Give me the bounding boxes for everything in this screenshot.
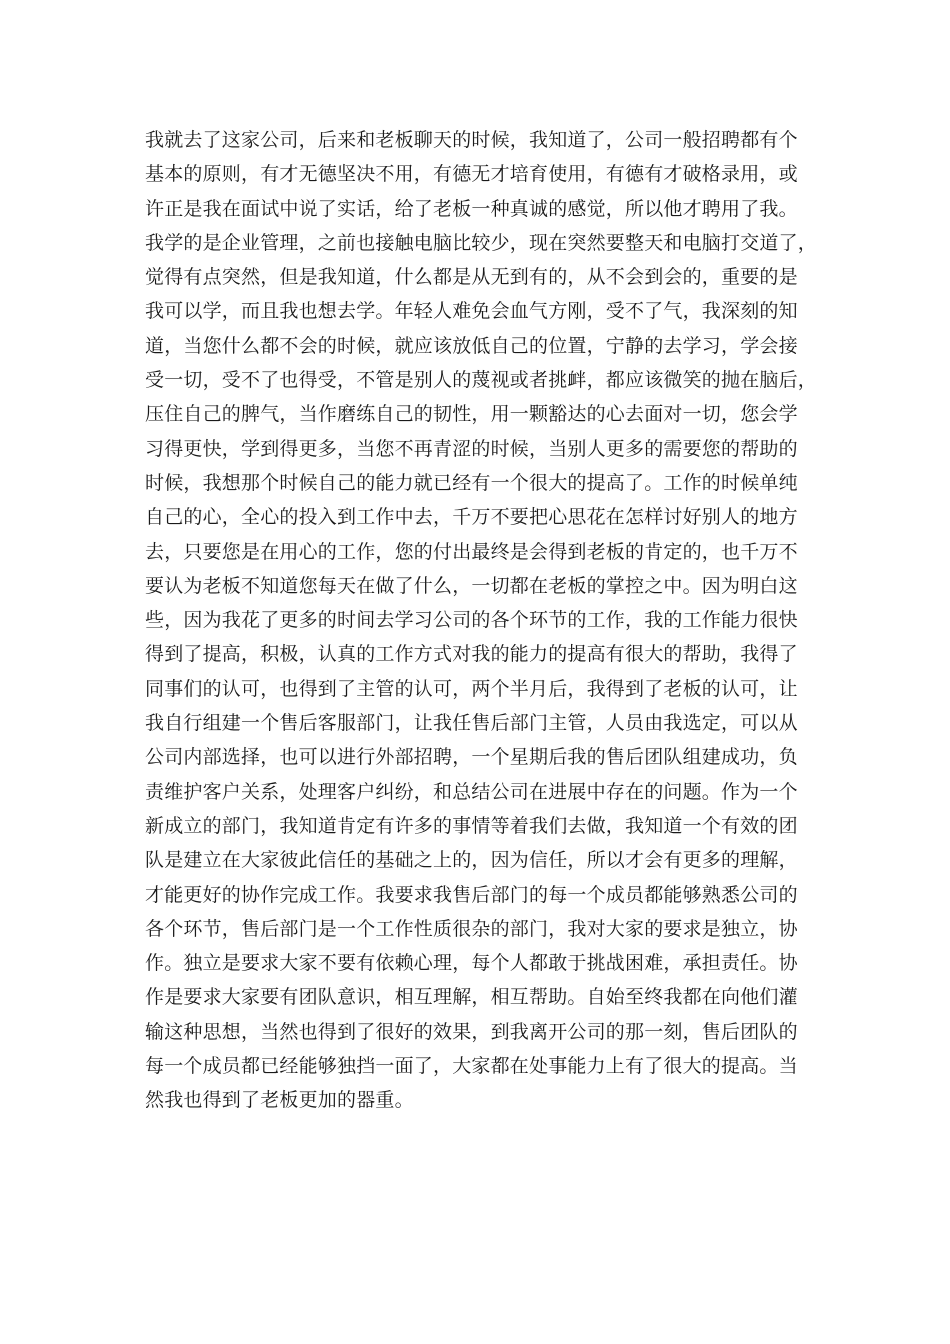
text-line: 受一切，受不了也得受，不管是别人的蔑视或者挑衅，都应该微笑的抛在脑后， [145, 369, 818, 392]
text-line: 作。独立是要求大家不要有依赖心理，每个人都敢于挑战困难，承担责任。协 [145, 952, 798, 975]
text-line: 要认为老板不知道您每天在做了什么，一切都在老板的掌控之中。因为明白这 [145, 574, 798, 597]
text-line: 公司内部选择，也可以进行外部招聘，一个星期后我的售后团队组建成功，负 [145, 746, 798, 769]
text-line: 输这种思想，当然也得到了很好的效果，到我离开公司的那一刻，售后团队的 [145, 1020, 798, 1043]
text-line: 压住自己的脾气，当作磨练自己的韧性，用一颗豁达的心去面对一切，您会学 [145, 403, 798, 426]
text-line: 去，只要您是在用心的工作，您的付出最终是会得到老板的肯定的，也千万不 [145, 540, 798, 563]
text-line: 许正是我在面试中说了实话，给了老板一种真诚的感觉，所以他才聘用了我。 [145, 197, 798, 220]
text-line: 基本的原则，有才无德坚决不用，有德无才培育使用，有德有才破格录用，或 [145, 163, 798, 186]
text-line: 然我也得到了老板更加的器重。 [145, 1089, 414, 1112]
body-paragraph [145, 123, 818, 1118]
text-line: 我学的是企业管理，之前也接触电脑比较少，现在突然要整天和电脑打交道了， [145, 231, 818, 254]
text-line: 得到了提高，积极，认真的工作方式对我的能力的提高有很大的帮助，我得了 [145, 643, 798, 666]
text-line: 些，因为我花了更多的时间去学习公司的各个环节的工作，我的工作能力很快 [145, 609, 798, 632]
text-line: 我可以学，而且我也想去学。年轻人难免会血气方刚，受不了气，我深刻的知 [145, 300, 798, 323]
text-line: 觉得有点突然，但是我知道，什么都是从无到有的，从不会到会的，重要的是 [145, 266, 798, 289]
text-line: 作是要求大家要有团队意识，相互理解，相互帮助。自始至终我都在向他们灌 [145, 986, 798, 1009]
text-line: 道，当您什么都不会的时候，就应该放低自己的位置，宁静的去学习，学会接 [145, 334, 798, 357]
text-line: 时候，我想那个时候自己的能力就已经有一个很大的提高了。工作的时候单纯 [145, 471, 798, 494]
text-line: 我自行组建一个售后客服部门，让我任售后部门主管，人员由我选定，可以从 [145, 712, 798, 735]
text-line: 同事们的认可，也得到了主管的认可，两个半月后，我得到了老板的认可，让 [145, 677, 798, 700]
text-line: 每一个成员都已经能够独挡一面了，大家都在处事能力上有了很大的提高。当 [145, 1055, 798, 1078]
text-line: 新成立的部门，我知道肯定有许多的事情等着我们去做，我知道一个有效的团 [145, 814, 798, 837]
text-line: 自己的心，全心的投入到工作中去，千万不要把心思花在怎样讨好别人的地方 [145, 506, 798, 529]
text-line: 责维护客户关系，处理客户纠纷，和总结公司在进展中存在的问题。作为一个 [145, 780, 798, 803]
text-line: 各个环节，售后部门是一个工作性质很杂的部门，我对大家的要求是独立，协 [145, 917, 798, 940]
text-line: 队是建立在大家彼此信任的基础之上的，因为信任，所以才会有更多的理解， [145, 849, 798, 872]
text-line: 习得更快，学到得更多，当您不再青涩的时候，当别人更多的需要您的帮助的 [145, 437, 798, 460]
text-line: 才能更好的协作完成工作。我要求我售后部门的每一个成员都能够熟悉公司的 [145, 883, 798, 906]
text-line: 我就去了这家公司，后来和老板聊天的时候，我知道了，公司一般招聘都有个 [145, 129, 798, 151]
